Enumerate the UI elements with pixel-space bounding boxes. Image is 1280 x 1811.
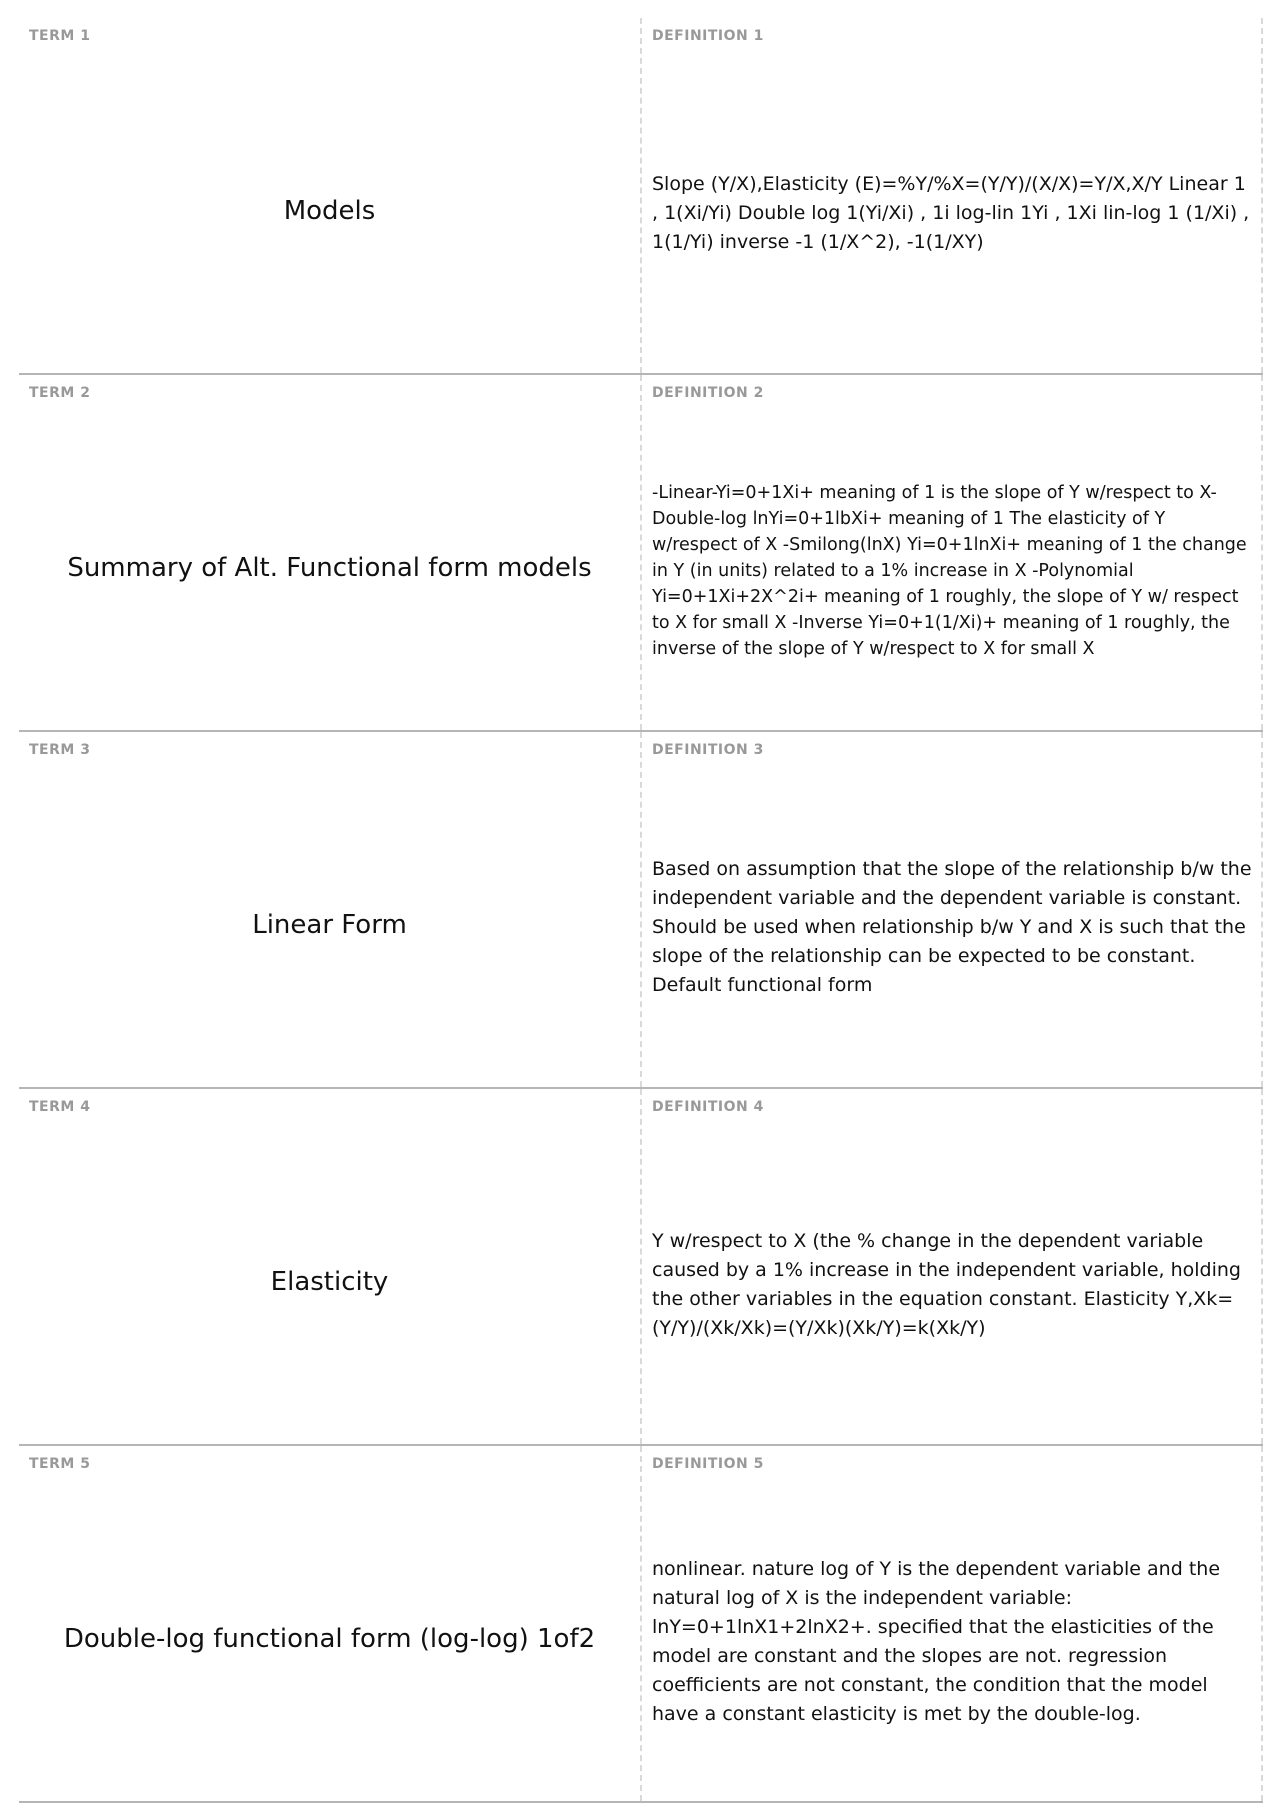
definition-value: Based on assumption that the slope of the relationship b/w the independent variable and the dependent variable is constant. Should be used when relationship b/w Y and X is such that the slope of the relationship can be expected to be constant. Default functional form: [652, 858, 1252, 996]
term-label: TERM 4: [29, 1099, 91, 1115]
definition-label: DEFINITION 2: [652, 385, 764, 401]
card-row-3: [19, 732, 1263, 1089]
term-label: TERM 1: [29, 28, 91, 44]
term-value: Elasticity: [270, 1266, 389, 1297]
definition-cell-2: [642, 375, 1263, 730]
term-label: TERM 5: [29, 1456, 91, 1472]
term-label: TERM 2: [29, 385, 91, 401]
term-value: Models: [283, 195, 376, 226]
definition-cell-3: [642, 732, 1263, 1087]
term-text: [19, 18, 640, 373]
definition-label: DEFINITION 3: [652, 742, 764, 758]
term-value: Summary of Alt. Functional form models: [67, 552, 592, 583]
term-cell-2: [19, 375, 642, 730]
card-row-2: [19, 375, 1263, 732]
term-value: Double-log functional form (log-log) 1of2: [63, 1623, 596, 1654]
definition-text: [652, 411, 1253, 730]
definition-cell-4: [642, 1089, 1263, 1444]
definition-text: [652, 1125, 1253, 1444]
definition-label: DEFINITION 4: [652, 1099, 764, 1115]
definition-value: Slope (Y/X),Elasticity (E)=%Y/%X=(Y/Y)/(X/X)=Y/X,X/Y Linear 1 , 1(Xi/Yi) Double log 1(Yi/Xi) , 1i log-lin 1Yi , 1Xi lin-log 1 (1/Xi) , 1(1/Yi) inverse -1 (1/X^2), -1(1/XY): [652, 173, 1250, 253]
card-row-5: [19, 1446, 1263, 1803]
card-row-1: [19, 18, 1263, 375]
term-text: [19, 1089, 640, 1444]
term-text: [19, 732, 640, 1087]
definition-value: Y w/respect to X (the % change in the dependent variable caused by a 1% increase in the independent variable, holding the other variables in the equation constant. Elasticity Y,Xk=(Y/Y)/(Xk/Xk)=(Y/Xk)(Xk/Y)=k(Xk/Y): [652, 1229, 1241, 1339]
definition-text: [652, 54, 1253, 373]
term-text: [19, 375, 640, 730]
definition-text: [652, 1482, 1253, 1801]
term-cell-5: [19, 1446, 642, 1801]
term-cell-1: [19, 18, 642, 373]
term-text: [19, 1446, 640, 1801]
definition-label: DEFINITION 1: [652, 28, 764, 44]
term-cell-4: [19, 1089, 642, 1444]
definition-cell-1: [642, 18, 1263, 373]
definition-text: [652, 768, 1253, 1087]
term-label: TERM 3: [29, 742, 91, 758]
definition-cell-5: [642, 1446, 1263, 1801]
term-value: Linear Form: [252, 909, 407, 940]
flashcard-sheet: [19, 18, 1263, 1803]
card-row-4: [19, 1089, 1263, 1446]
definition-value: -Linear-Yi=0+1Xi+ meaning of 1 is the slope of Y w/respect to X-Double-log lnYi=0+1lbXi+ meaning of 1 The elasticity of Y w/respect of X -Smilong(lnX) Yi=0+1lnXi+ meaning of 1 the change in Y (in units) related to a 1% increase in X -Polynomial Yi=0+1Xi+2X^2i+ meaning of 1 roughly, the slope of Y w/ respect to X for small X -Inverse Yi=0+1(1/Xi)+ meaning of 1 roughly, the inverse of the slope of Y w/respect to X for small X: [652, 482, 1247, 659]
definition-value: nonlinear. nature log of Y is the dependent variable and the natural log of X is the independent variable: lnY=0+1lnX1+2lnX2+. specified that the elasticities of the model are constant and the slopes are not. regression coefficients are not constant, the condition that the model have a constant elasticity is met by the double-log.: [652, 1557, 1221, 1725]
definition-label: DEFINITION 5: [652, 1456, 764, 1472]
term-cell-3: [19, 732, 642, 1087]
